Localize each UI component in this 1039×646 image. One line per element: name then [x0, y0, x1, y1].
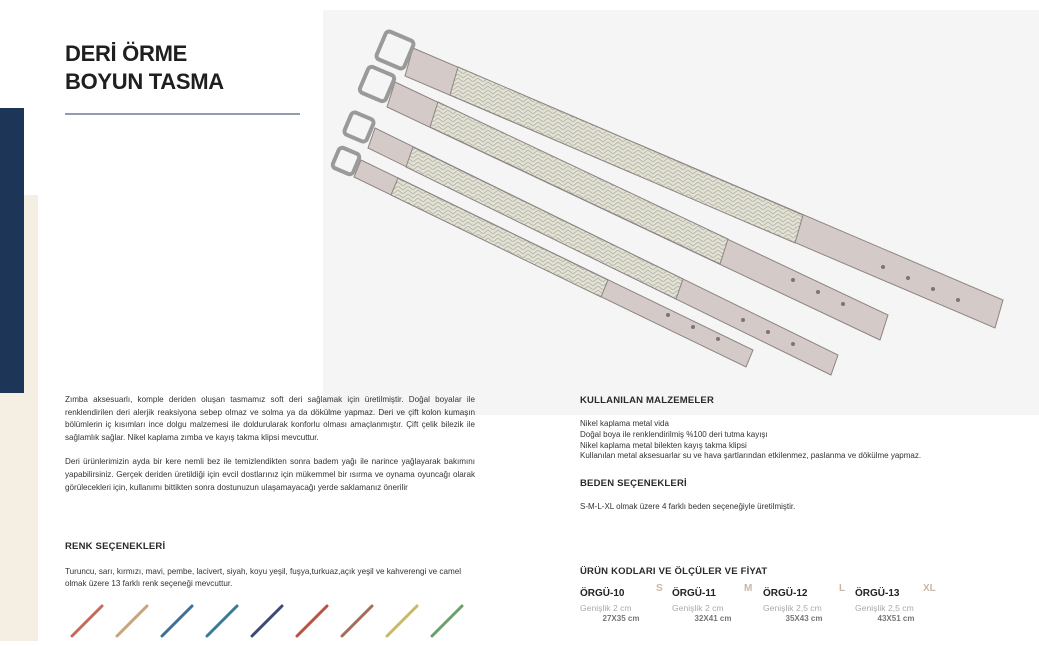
products-heading: ÜRÜN KODLARI VE ÖLÇÜLER VE FİYAT [580, 566, 768, 577]
title-line-1: DERİ ÖRME [65, 41, 187, 66]
material-item: Kullanılan metal aksesuarlar su ve hava şartlarından etkilenmez, paslanma ve dökülme yapmaz. [580, 451, 922, 461]
sizes-heading: BEDEN SEÇENEKLERİ [580, 478, 687, 489]
product-size: XL [923, 583, 936, 594]
color-swatches [60, 600, 480, 641]
product-dimensions: 27X35 cm [602, 614, 640, 623]
product-item [672, 583, 762, 623]
product-width: Genişlik 2,5 cm [763, 603, 822, 613]
color-swatch [342, 606, 372, 636]
product-size: S [656, 583, 663, 594]
collars-illustration [323, 10, 1039, 415]
product-code: ÖRGÜ-11 [672, 588, 716, 599]
product-item [580, 583, 670, 623]
color-swatch [387, 606, 417, 636]
material-item: Nikel kaplama metal vida [580, 419, 669, 428]
materials-list [580, 419, 1020, 462]
color-swatch [72, 606, 102, 636]
color-swatch [297, 606, 327, 636]
product-photo [323, 10, 1039, 415]
material-item: Nikel kaplama metal bilekten kayış takma klipsi [580, 440, 747, 450]
product-code: ÖRGÜ-13 [855, 588, 900, 599]
color-swatch [117, 606, 147, 636]
swatch-strip [60, 600, 480, 641]
colors-heading: RENK SEÇENEKLERİ [65, 541, 166, 552]
product-dimensions: 35X43 cm [785, 614, 823, 623]
title-line-2: BOYUN TASMA [65, 69, 224, 94]
product-size: M [744, 583, 753, 594]
title-divider [65, 113, 300, 115]
product-width: Genişlik 2,5 cm [855, 603, 914, 613]
product-width: Genişlik 2 cm [672, 603, 724, 613]
product-table [580, 583, 1000, 641]
colors-text: Turuncu, sarı, kırmızı, mavi, pembe, lacivert, siyah, koyu yeşil, fuşya,turkuaz,açık yeşil ve kahverengi ve camel olmak üzere 13 farklı renk seçeneği mevcuttur. [65, 567, 461, 588]
product-code: ÖRGÜ-10 [580, 588, 625, 599]
side-accent-navy [0, 108, 24, 393]
product-dimensions: 32X41 cm [694, 614, 732, 623]
product-code: ÖRGÜ-12 [763, 588, 808, 599]
product-width: Genişlik 2 cm [580, 603, 632, 613]
material-item: Doğal boya ile renklendirilmiş %100 deri tutma kayışı [580, 429, 768, 439]
description-paragraph-1: Zımba aksesuarlı, komple deriden oluşan tasmamız soft deri sağlamak için üretilmiştir. Doğal boyalar ile renklendirilen deri alerjik reaksiyona sebep olmaz ve solma ya da dökülme yapmaz. Deri ve çift kolon kumaşın bölümlerin iç kısımları ince dolgu malzemesi ile doldurularak konforlu olması amaçlanmıştır. Çift çelik bilezik ile sağlamlık sağlar. Nikel kaplama zımba ve kayış takma klipsi mevcuttur. [65, 395, 475, 442]
product-description [65, 394, 475, 506]
product-size: L [839, 583, 846, 594]
product-item [763, 583, 853, 623]
page-title [65, 40, 224, 96]
sizes-text: S-M-L-XL olmak üzere 4 farklı beden seçeneğiyle üretilmiştir. [580, 502, 796, 511]
color-swatch [432, 606, 462, 636]
color-swatch [162, 606, 192, 636]
materials-heading: KULLANILAN MALZEMELER [580, 395, 715, 406]
product-dimensions: 43X51 cm [877, 614, 915, 623]
color-swatch [207, 606, 237, 636]
description-paragraph-2: Deri ürünlerimizin ayda bir kere nemli bez ile temizlendikten sonra badem yağı ile narince yağlayarak bakımını yapabilirsiniz. Gerçek deriden üretildiği için evcil dostlarınız için mükemmel bir ısırma ve oynama oyuncağı olarak görülecekleri için, kullanımı bittikten sonra dostunuzun ulaşamayacağı yerde saklamanız önerilir [65, 457, 475, 492]
color-swatch [252, 606, 282, 636]
product-item [855, 583, 945, 623]
